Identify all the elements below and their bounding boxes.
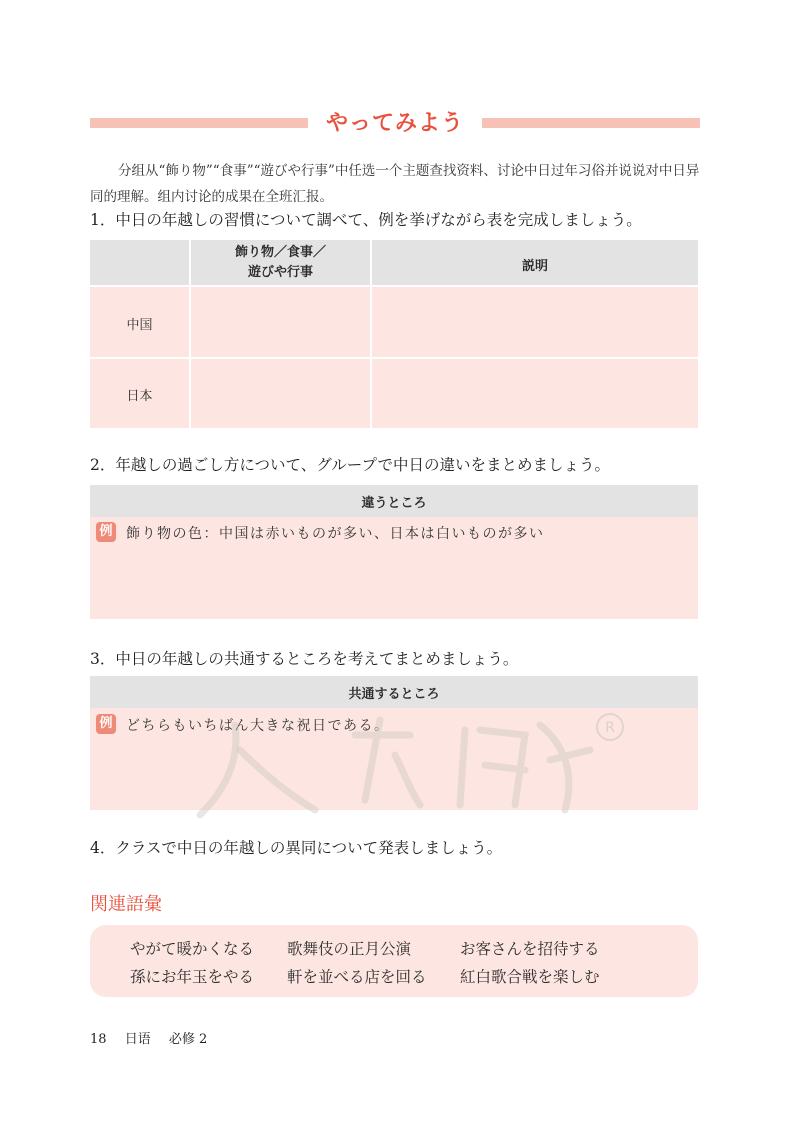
- table-row-china: 中国: [126, 318, 153, 333]
- table-header-category-line2: 遊びや行事: [247, 265, 313, 280]
- vocab-item: 孫にお年玉をやる: [130, 968, 255, 986]
- vocab-item: お客さんを招待する: [460, 940, 600, 958]
- page-footer: [90, 1028, 221, 1047]
- table-divider: [90, 285, 698, 287]
- vocab-item: 軒を並べる店を回る: [287, 968, 427, 986]
- vocab-item: やがて暖かくなる: [130, 940, 255, 958]
- title-decor-left: [90, 118, 308, 128]
- publisher-watermark: [195, 705, 635, 820]
- question-3: 3．中日の年越しの共通するところを考えてまとめましょう。: [90, 650, 519, 668]
- question-4: 4．クラスで中日の年越しの異同について発表しましょう。: [90, 839, 503, 857]
- book-volume: 必修 2: [168, 1032, 208, 1047]
- vocabulary-title: 関連語彙: [90, 894, 162, 915]
- table-header-category-line1: 飾り物／食事／: [234, 245, 326, 260]
- common-box-title: 共通するところ: [348, 687, 440, 702]
- example-badge: 例: [96, 522, 116, 542]
- book-title: 日语: [124, 1032, 151, 1047]
- section-title: やってみよう: [325, 111, 464, 136]
- table-header-explanation: 説明: [521, 259, 548, 274]
- differences-box-title: 違うところ: [361, 496, 427, 511]
- intro-paragraph: 分组从“飾り物”“食事”“遊びや行事”中任选一个主题查找资料、讨论中日过年习俗并说说对中日异同的理解。组内讨论的成果在全班汇报。: [90, 163, 700, 205]
- common-example: どちらもいちばん大きな祝日である。: [126, 718, 390, 734]
- vocab-item: 紅白歌合戦を楽しむ: [460, 968, 600, 986]
- table-divider: [90, 357, 698, 359]
- table-row-japan: 日本: [126, 389, 153, 404]
- example-badge: 例: [96, 714, 116, 734]
- differences-example: 飾り物の色：中国は赤いものが多い、日本は白いものが多い: [126, 526, 545, 542]
- svg-text:R: R: [605, 720, 615, 736]
- question-2: 2．年越しの過ごし方について、グループで中日の違いをまとめましょう。: [90, 456, 610, 474]
- title-decor-right: [482, 118, 700, 128]
- question-1: 1．中日の年越しの習慣について調べて、例を挙げながら表を完成しましょう。: [90, 211, 642, 229]
- page-number: 18: [90, 1032, 107, 1047]
- table-header-category: [191, 243, 370, 283]
- vocab-item: 歌舞伎の正月公演: [287, 940, 412, 958]
